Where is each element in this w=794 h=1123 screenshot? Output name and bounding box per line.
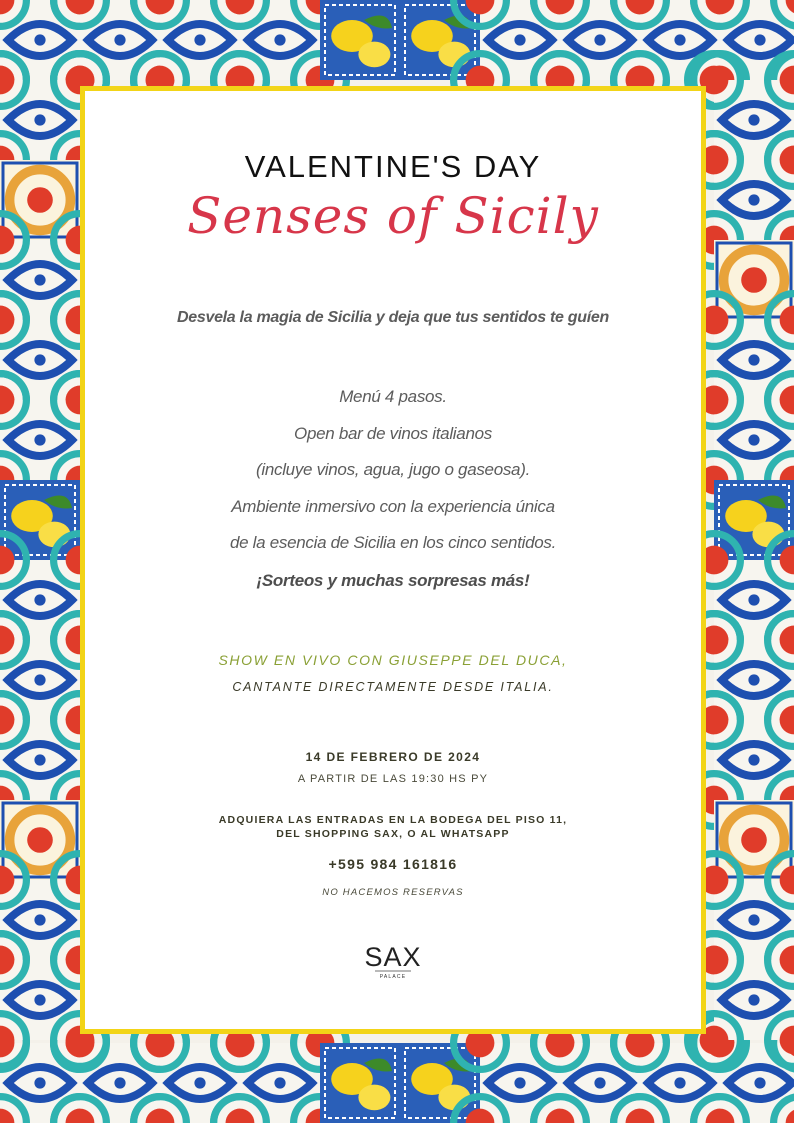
event-heading: VALENTINE'S DAY xyxy=(244,149,542,184)
menu-line: Ambiente inmersivo con la experiencia única xyxy=(231,496,555,516)
sax-palace-logo xyxy=(361,936,425,986)
lemon-tile xyxy=(714,480,794,560)
no-reservations-note: NO HACEMOS RESERVAS xyxy=(322,887,464,898)
ticket-info xyxy=(85,813,701,841)
ticket-line-2: DEL SHOPPING SAX, O AL WHATSAPP xyxy=(276,828,510,840)
gold-tile xyxy=(714,240,794,320)
menu-line: (incluye vinos, agua, jugo o gaseosa). xyxy=(256,460,530,479)
menu-list xyxy=(85,379,701,562)
show-line-2: CANTANTE DIRECTAMENTE DESDE ITALIA. xyxy=(232,680,554,694)
poster-frame xyxy=(80,86,706,1034)
gold-tile xyxy=(0,160,80,240)
logo-wordmark: SAX xyxy=(364,942,422,972)
tagline: Desvela la magia de Sicilia y deja que tus sentidos te guíen xyxy=(177,309,609,326)
menu-line: Open bar de vinos italianos xyxy=(294,423,492,443)
raffle-text: ¡Sorteos y muchas sorpresas más! xyxy=(256,571,530,590)
gold-tile xyxy=(714,800,794,880)
menu-line: Menú 4 pasos. xyxy=(339,387,447,406)
event-time: A PARTIR DE LAS 19:30 HS PY xyxy=(297,773,489,785)
whatsapp-phone[interactable]: +595 984 161816 xyxy=(328,856,458,872)
menu-line: de la esencia de Sicilia en los cinco sentidos. xyxy=(229,533,557,552)
show-line-1: SHOW EN VIVO CON GIUSEPPE DEL DUCA, xyxy=(218,652,568,668)
lemon-tile xyxy=(320,0,400,80)
lemon-tile xyxy=(0,480,80,560)
event-date: 14 DE FEBRERO DE 2024 xyxy=(305,750,481,764)
lemon-tile xyxy=(320,1043,400,1123)
lemon-tile xyxy=(400,0,480,80)
logo-subtitle: PALACE xyxy=(379,974,407,980)
gold-tile xyxy=(0,800,80,880)
lemon-tile xyxy=(400,1043,480,1123)
ticket-line-1: ADQUIERA LAS ENTRADAS EN LA BODEGA DEL PISO 11, xyxy=(218,814,568,826)
event-title: Senses of Sicily xyxy=(187,187,599,245)
